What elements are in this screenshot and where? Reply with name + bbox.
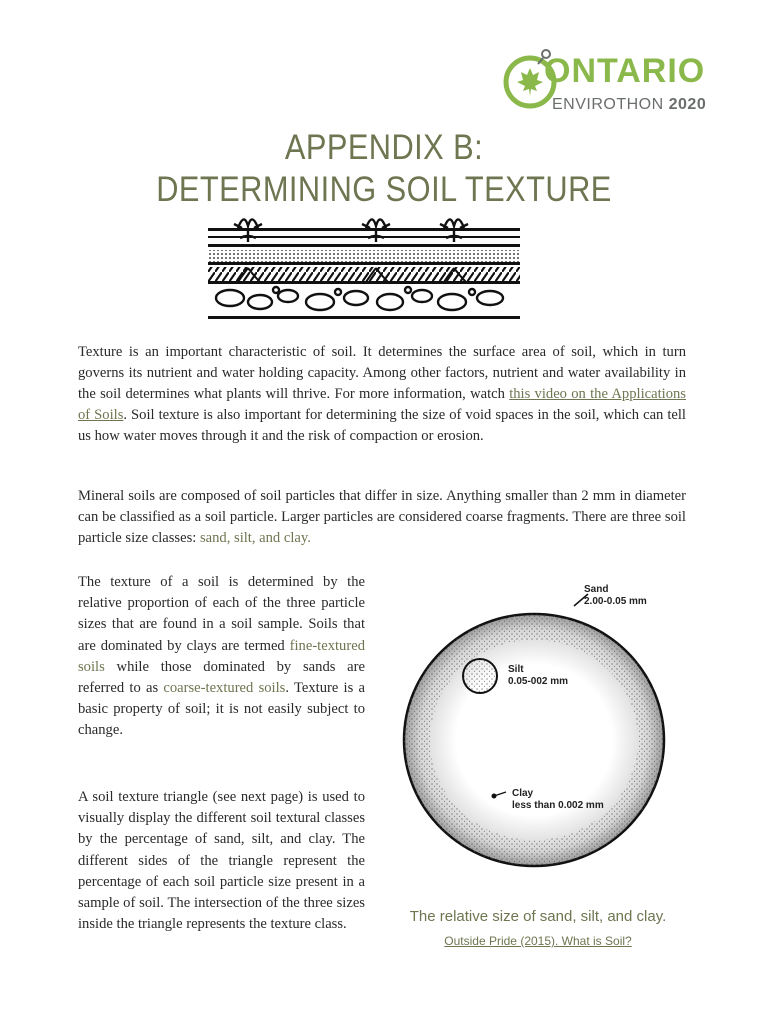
logo-sub-text: ENVIROTHON xyxy=(552,96,664,113)
fine-textured-soils-term: fine-textured soils xyxy=(78,637,365,675)
clay-name: Clay xyxy=(512,788,534,799)
soil-layers-icon xyxy=(208,212,520,324)
paragraph-texture-definition xyxy=(78,572,365,742)
particle-classes-highlight: sand, silt, and clay. xyxy=(199,530,311,546)
logo-brand: ONTARIO xyxy=(544,52,706,90)
paragraph1-after-link: . Soil texture is also important for determining the size of void spaces in the soil, which can tell us how water moves through it and the risk of compaction or erosion. xyxy=(78,407,686,444)
paragraph3-part3: . Texture is a basic property of soil; it is not easily subject to change. xyxy=(78,680,366,739)
page-title-line1: APPENDIX B: xyxy=(284,128,484,167)
applications-of-soils-video-link[interactable]: this video on the Applications of Soils xyxy=(78,386,686,423)
silt-size: 0.05-002 mm xyxy=(508,676,569,687)
clay-size: less than 0.002 mm xyxy=(512,800,604,811)
sand-name: Sand xyxy=(584,584,609,595)
paragraph3-part1: The texture of a soil is determined by the relative proportion of each of the three particle sizes that are found in a soil sample. Soils that are dominated by clays are termed xyxy=(78,574,365,654)
sand-label xyxy=(584,584,647,608)
ontario-envirothon-logo xyxy=(500,44,707,124)
paragraph1-before-link: Texture is an important characteristic of soil. It determines the surface area of soil, which in turn governs its nutrient and water holding capacity. Among other factors, nutrient and water availability in the soil determines what plants will thrive. For more information, watch xyxy=(78,344,686,402)
page-title-line2: DETERMINING SOIL TEXTURE xyxy=(156,170,612,209)
silt-label xyxy=(508,664,568,688)
silt-name: Silt xyxy=(508,664,524,675)
particle-size-figure xyxy=(396,578,676,883)
paragraph3-part2: while those dominated by sands are referred to as xyxy=(78,658,365,697)
logo-year: 2020 xyxy=(668,96,707,113)
paragraph-mineral-soils xyxy=(78,486,686,549)
coarse-textured-soils-term: coarse-textured soils xyxy=(163,680,286,697)
figure-caption: The relative size of sand, silt, and clay. xyxy=(409,908,667,925)
paragraph-texture-triangle: A soil texture triangle (see next page) is used to visually display the different soil textural classes by the percentage of sand, silt, and clay. The different sides of the triangle represent the percentage of each soil particle size present in a sample of soil. The intersection of the three sizes inside the triangle represents the texture class. xyxy=(78,789,365,933)
paragraph-texture-intro xyxy=(78,342,686,447)
clay-label xyxy=(512,788,604,812)
figure-source-link[interactable]: Outside Pride (2015). What is Soil? xyxy=(444,934,632,948)
sand-size: 2.00-0.05 mm xyxy=(584,596,647,607)
logo-subtitle xyxy=(552,96,706,114)
silt-particle xyxy=(463,659,497,693)
particle-size-diagram xyxy=(396,578,676,878)
paragraph2-text: Mineral soils are composed of soil particles that differ in size. Anything smaller than 2 mm in diameter can be classified as a soil particle. Larger particles are considered coarse fragments. There are three soil particle size classes: xyxy=(78,488,686,546)
